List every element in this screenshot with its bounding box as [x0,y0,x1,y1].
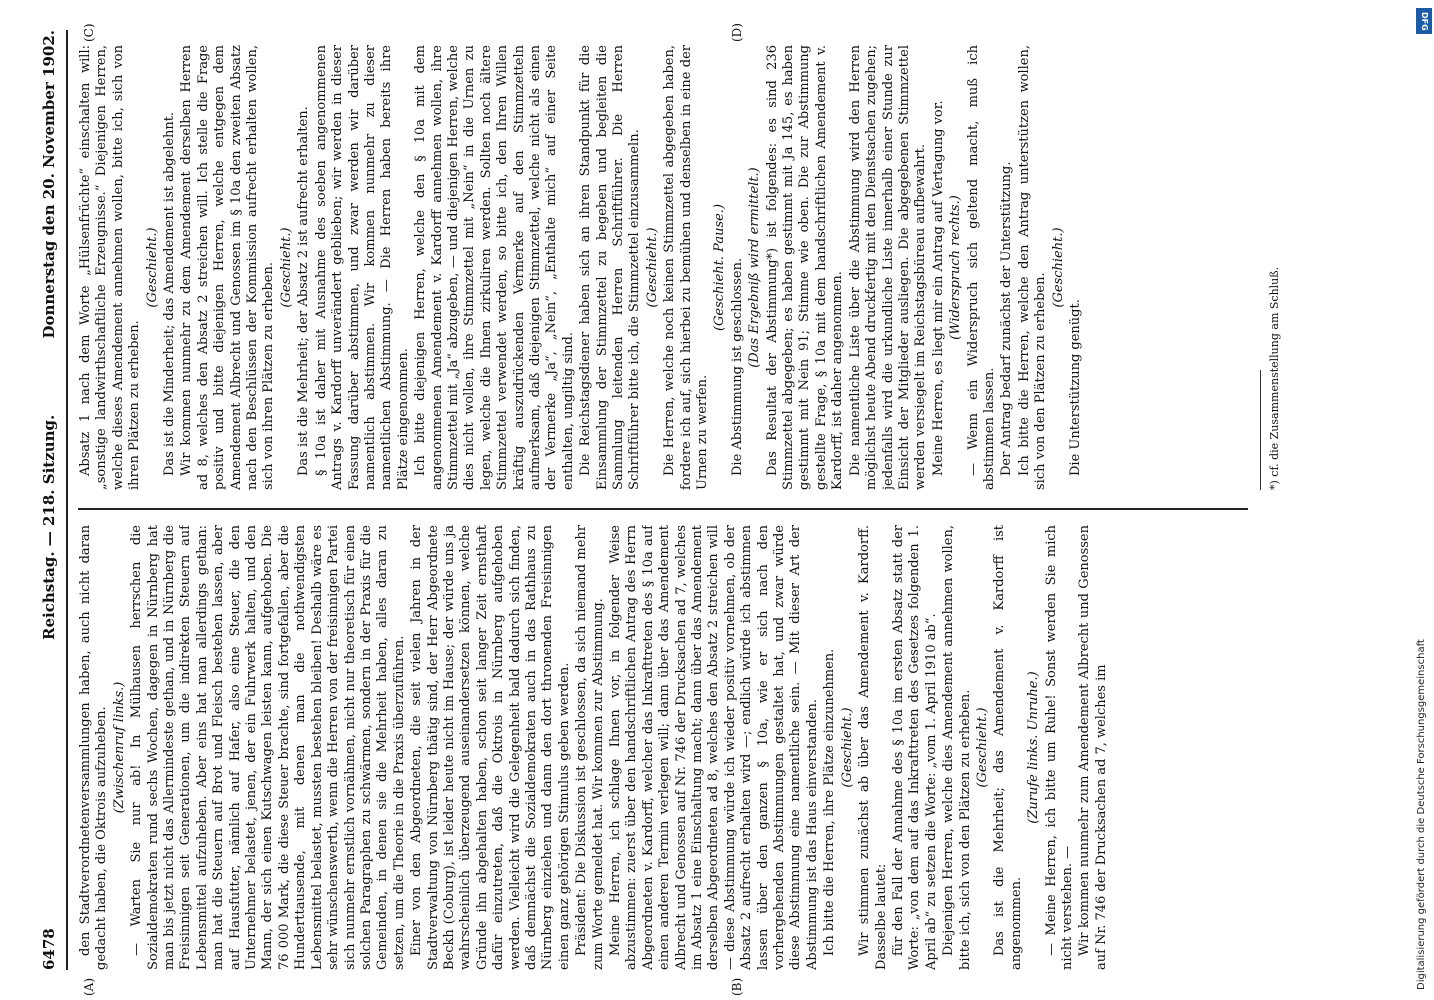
right-paragraph: Das ist die Minderheit; das Amendement ist abgelehnt. [162,111,178,476]
rotated-page-content [30,23,1410,996]
left-paragraph: — Warten Sie nur ab! In Mülhausen herrschen die Sozialdemokraten rund sechs Wochen, dagegen in Nürnberg hat man bis jetzt nicht das Allermindeste gethan, und in Nürnberg die Freisinnigen seit Generationen, um die indirekten Steuern auf Lebensmittel aufzuheben. Aber eins hat man allerdings gethan: man hat die Steuern auf Brot und Fleisch bestehen lassen, aber auf Hausfutter, nämlich auf Hafer, also eine Steuer, die den Unternehmer belastet, jenen, der ein Fuhrwerk halten, und den Mann, der sich einen Kutschwagen leisten kann, aufgehoben. Die 76 000 Mark, die diese Steuer brachte, sind fortgefallen, aber die Hunderttausende, mit denen man die nothwendigsten Lebensmittel belastet, mussten bestehen bleiben! Deshalb wäre es sehr wünschenswerth, wenn die Herren von der freisinnigen Partei sich nunmehr ernstlich vornähmen, nicht nur theoretisch für einen solchen Paragraphen zu schwärmen, sondern in der Praxis für die Gemeinden, in denen sie die Mehrheit haben, alles daran zu setzen, um die Theorie in die Praxis überzuführen. [129,525,407,970]
left-paragraph: Wir stimmen zunächst ab über das Amendement v. Kardorff. Dasselbe lautet: [857,525,889,970]
dfg-logo: DFG [1416,8,1432,34]
session-title: Reichstag. — 218. Sitzung. [40,414,58,640]
left-paragraph: (Geschieht.) [974,707,990,788]
right-paragraph: (Geschieht.) [644,227,660,308]
margin-mark-b: (B) [730,977,744,996]
right-paragraph: (Widerspruch rechts.) [948,195,964,340]
right-paragraph: (Geschieht. Pause.) [712,203,728,332]
left-column [78,525,1258,970]
right-paragraph: Ich bitte die Herren, welche den Antrag unterstützen wollen, sich von den Plätzen zu erheben. [1016,45,1049,490]
page-header [30,30,64,970]
right-paragraph: (Das Ergebniß wird ermittelt.) [747,167,763,368]
left-paragraph: Einer von den Abgeordneten, die seit vielen Jahren in der Stadtverwaltung von Nürnberg thätig sind, der Herr Abgeordnete Beckh (Coburg), ist leider heute nicht im Hause; der würde uns ja wahrscheinlich überzeugend auseinandersetzen können, welche Gründe ihn abgehalten haben, schon seit langer Zeit ernsthaft dafür einzutreten, daß die Oktrois in Nürnberg aufgehoben werden. Vielleicht wird die Gelegenheit bald dadurch sich finden, daß demnächst die Sozialdemokraten auch in das Rathhaus zu Nürnberg einziehen und dann den dort thronenden Freisinnigen einen ganz gehörigen Stimulus geben werden. [409,525,572,970]
right-paragraph: (Geschieht.) [1050,227,1066,308]
left-paragraph: Das ist die Mehrheit; das Amendement v. Kardorff ist angenommen. [992,525,1024,970]
left-paragraph: den Stadtverordnetenversammlungen haben, auch nicht daran gedacht haben, die Oktrois aufzuheben. [78,525,110,970]
left-paragraph: Präsident: Die Diskussion ist geschlossen, da sich niemand mehr zum Worte gemeldet hat. Wir kommen zur Abstimmung. [574,525,606,970]
session-date: Donnerstag den 20. November 1902. [40,30,58,339]
right-paragraph: Die namentliche Liste über die Abstimmung wird den Herren möglichst heute Abend druckfertig mit den Dienstsachen zugehen; jedenfalls wird die urkundliche Liste innerhalb einer Stunde zur Einsicht der Mitglieder ausliegen. Die abgegebenen Stimmzettel werden versiegelt im Reichstagsbüreau aufbewahrt. [847,45,929,490]
left-paragraph: (Zurufe links. Unruhe.) [1026,671,1042,824]
right-paragraph: Ich bitte diejenigen Herren, welche den § 10a mit dem angenommenen Amendement v. Kardorff annehmen wollen, ihre Stimmzettel mit „Ja“ abzugeben, — und diejenigen Herren, welche dies nicht wollen, ihre Stimmzettel mit „Nein“ in die Urnen zu legen, welche die Ihnen zirkuliren werden. Sollten noch ältere Stimmzettel verwendet werden, so bitte ich, den Ihren Willen kräftig auszudrückenden Vermerke auf den Stimmzetteln aufmerksam, daß diejenigen Stimmzettel, welche nicht als einen der Vermerke „Ja“, „Nein“, „Enthalte mich“ auf einer Seite enthalten, ungiltig sind. [413,45,576,490]
margin-mark-a: (A) [82,977,96,996]
right-paragraph: Die Herren, welche noch keinen Stimmzettel abgegeben haben, fordere ich auf, sich hierbei zu bemühen und denselben in eine der Urnen zu werfen. [662,45,711,490]
right-paragraph: Die Abstimmung ist geschlossen. [729,257,745,476]
right-paragraph: Der Antrag bedarf zunächst der Unterstützung. [999,161,1015,476]
right-paragraph: — Wenn ein Widerspruch sich geltend macht, muß ich abstimmen lassen. [965,45,997,490]
footnote: *) cf. die Zusammenstellung am Schluß. [1268,266,1281,490]
left-paragraph: Ich bitte die Herren, ihre Plätze einzunehmen. [822,648,838,956]
left-paragraph: für den Fall der Annahme des § 10a im ersten Absatz statt der Worte: „von dem auf das Inkrafttreten des Gesetzes folgenden 1. April ab“ zu setzen die Worte: „vom 1. April 1910 ab“. [890,525,939,970]
right-paragraph: Das Resultat der Abstimmung*) ist folgendes: es sind 236 Stimmzettel abgegeben; es haben gestimmt mit Ja 145, es haben gestimmt mit Nein 91; Stimme wie oben. Die zur Abstimmung gestellte Frage, § 10a mit dem handschriftlichen Amendement v. Kardorff, ist daher angenommen. [764,45,846,490]
right-column [78,45,1258,490]
left-paragraph: — Meine Herren, ich bitte um Ruhe! Sonst werden Sie mich nicht verstehen. — [1043,525,1075,970]
right-paragraph: Das ist die Mehrheit; der Absatz 2 ist aufrecht erhalten. [296,106,312,476]
right-paragraph: Wir kommen nunmehr zu dem Amendement derselben Herren ad 8, welches den Absatz 2 streichen will. Ich stelle die Frage positiv und bitte diejenigen Herren, welche entgegen dem Amendement Albrecht und Genossen im § 10a den zweiten Absatz nach den Beschlüssen der Kommission aufrecht erhalten wollen, sich von ihren Plätzen zu erheben. [179,45,277,490]
left-paragraph: Wir kommen nunmehr zum Amendement Albrecht und Genossen auf Nr. 746 der Drucksachen ad 7, welches im [1077,525,1109,970]
left-paragraph: (Geschieht.) [839,707,855,788]
page-number: 6478 [40,928,58,970]
right-paragraph: (Geschieht.) [278,227,294,308]
left-paragraph: Diejenigen Herren, welche dies Amendement annehmen wollen, bitte ich, sich von den Plätzen zu erheben. [941,525,973,970]
dfg-credit: Digitalisierung gefördert durch die Deutsche Forschungsgemeinschaft [1416,639,1427,990]
margin-mark-c: (C) [82,23,96,42]
right-paragraph: Absatz 1 nach dem Worte „Hülsenfrüchte“ einschalten will: „sonstige landwirthschaftliche Erzeugnisse.“ Diejenigen Herren, welche dieses Amendement annehmen wollen, bitte ich, sich von ihren Plätzen zu erheben. [78,45,143,490]
column-separator [78,509,1248,511]
left-paragraph: Meine Herren, ich schlage Ihnen vor, in folgender Weise abzustimmen: zuerst über den handschriftlichen Antrag des Herrn Abgeordneten v. Kardorff, welcher das Inkrafttreten des § 10a auf einen anderen Termin verlegen will; dann über das Amendement Albrecht und Genossen auf Nr. 746 der Drucksachen ad 7, welches im Absatz 1 eine Einschaltung macht; dann über das Amendement derselben Abgeordneten ad 8, welches den Absatz 2 streichen will — diese Abstimmung würde ich wieder positiv vornehmen, ob der Absatz 2 aufrecht erhalten wird —; endlich würde ich abstimmen lassen über den ganzen § 10a, wie er sich nach den vorhergehenden Abstimmungen gestaltet hat, und zwar würde diese Abstimmung eine namentliche sein. — Mit dieser Art der Abstimmung ist das Haus einverstanden. [608,525,820,970]
footnote-rule [1260,370,1261,490]
right-paragraph: Die Unterstützung genügt. [1067,299,1083,476]
margin-mark-d: (D) [730,23,744,42]
right-paragraph: (Geschieht.) [144,227,160,308]
header-rule [66,30,68,970]
right-paragraph: § 10a ist daher mit Ausnahme des soeben angenommenen Antrags v. Kardorff unverändert geblieben; wir werden in dieser Fassung darüber abstimmen, und zwar werden wir darüber namentlich abstimmen. Wir kommen nunmehr zu dieser namentlichen Abstimmung. — Die Herren haben bereits ihre Plätze eingenommen. [313,45,411,490]
right-paragraph: Die Reichstagsdiener haben sich an ihren Standpunkt für die Einsammlung der Stimmzettel zu begeben und begleiten die Sammlung leitenden Herren Schriftführer. Die Herren Schriftführer bitte ich, die Stimmzettel einzusammeln. [578,45,643,490]
left-paragraph: (Zwischenruf links.) [111,681,127,814]
right-paragraph: Meine Herren, es liegt mir ein Antrag auf Vertagung vor. [930,100,946,476]
